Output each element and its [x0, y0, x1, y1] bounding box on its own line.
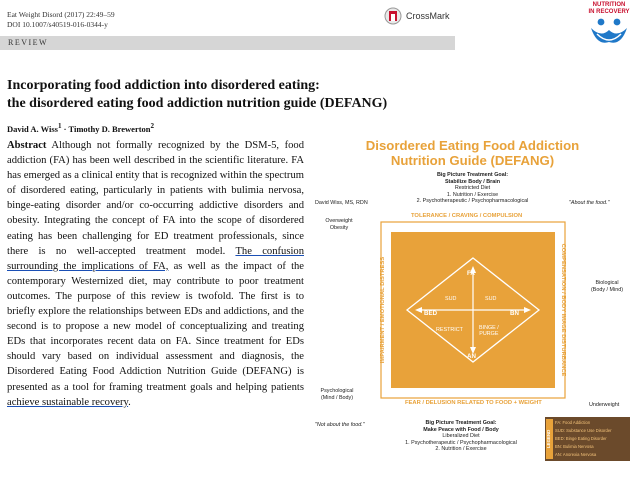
title-line1: Incorporating food addiction into disordered eating:: [7, 78, 320, 93]
title-line2: the disordered eating food addiction nutrition guide (DEFANG): [7, 96, 388, 111]
an-node: AN: [467, 353, 476, 360]
legend-item: FA: Food Addiction: [555, 420, 591, 425]
biological-label: [579, 280, 635, 293]
bottom-goal-step2: 2. Nutrition / Exercise: [435, 446, 487, 453]
bottom-goal-heading: Big Picture Treatment Goal:: [425, 420, 497, 426]
author-separator: ·: [61, 123, 69, 134]
body-mind-text: (Body / Mind): [590, 286, 624, 293]
article-title: [7, 77, 457, 113]
abstract-body: Although not formally recognized by the DSM-5, food addiction (FA) has been well described in the scientific literature. FA has emerged as a clinical entity that is recognized within the spectrum of disordered eating, particularly in patients with bulimia nervosa, binge-eating disorder and/or co-occurring addictive disorders and obesity. Integrating the concept of FA into the scope of disordered eating has been challenging for ED treatment professionals, since there is no well-accepted treatment model.: [7, 140, 304, 257]
section-banner: [0, 36, 455, 50]
top-goal-subheading: Stabilize Body / Brain: [444, 178, 501, 185]
bottom-goal-step1: 1. Psychotherapeutic / Psychopharmacological: [405, 439, 517, 446]
section-label: REVIEW: [8, 38, 49, 47]
fa-node: FA: [467, 270, 475, 277]
legend-tag: LEGEND: [546, 419, 553, 459]
not-about-food-quote: "Not about the food.": [315, 422, 365, 428]
top-goal-step1: 1. Nutrition / Exercise: [446, 191, 499, 198]
defang-guide-figure: [307, 130, 638, 478]
psychological-text: Psychological: [320, 388, 354, 394]
sud-left-node: SUD: [445, 296, 457, 302]
bottom-treatment-goal: [377, 420, 545, 453]
abstract-text: [7, 138, 304, 410]
binge-purge-node: [479, 325, 499, 337]
logo-line2: IN RECOVERY: [588, 9, 630, 15]
binge-text: BINGE /: [479, 325, 499, 331]
top-treatment-goal: [367, 172, 578, 205]
guide-title-line1: Disordered Eating Food Addiction: [365, 138, 580, 153]
bottom-axis-label: FEAR / DELUSION RELATED TO FOOD + WEIGHT: [405, 400, 542, 406]
right-axis-label: COMPENSATION / BODY IMAGE DISTURBANCE: [560, 243, 566, 377]
people-figures-icon: [587, 16, 631, 48]
crossmark-label: CrossMark: [406, 11, 450, 21]
abstract-body: as well as the impact of the contemporary Westernized diet, may contribute to poor treatment outcomes. The purpose of this review is twofold. The first is to briefly explore the relationships between EDs and addictions, and the second is to propose a new model of conceptualizing and treating EDs that incorporates recent data on FA. Since treatment for EDs should vary based on individual assessment and diagnosis, the Disordered Eating Food Addiction Nutrition Guide (DEFANG) is presented as a tool for framing treatment goals and helping patients: [7, 260, 305, 393]
legend-item: AN: Anorexia Nervosa: [555, 452, 597, 457]
overweight-text: Overweight: [325, 218, 353, 224]
top-goal-heading: Big Picture Treatment Goal:: [437, 172, 508, 178]
bn-node: BN: [510, 310, 519, 317]
legend-item: BN: Bulimia Nervosa: [555, 444, 594, 449]
biological-text: Biological: [595, 280, 619, 286]
purge-text: PURGE: [479, 331, 499, 337]
bed-node: BED: [424, 310, 438, 317]
crossmark-badge[interactable]: [384, 6, 450, 26]
author-name[interactable]: Timothy D. Brewerton: [68, 123, 151, 134]
journal-doi: DOI 10.1007/s40519-016-0344-y: [7, 20, 108, 29]
guide-title-line2: Nutrition Guide (DEFANG): [390, 153, 555, 168]
author-name[interactable]: David A. Wiss: [7, 123, 58, 134]
legend-item: SUD: Substance Use Disorder: [555, 428, 612, 433]
sud-right-node: SUD: [485, 296, 497, 302]
overweight-label: [311, 218, 367, 231]
guide-title: [307, 138, 638, 168]
crossmark-icon: [384, 6, 402, 26]
legend-item: BED: Binge Eating Disorder: [555, 436, 607, 441]
abstract-label: Abstract: [7, 140, 47, 151]
logo-line1: NUTRITION: [592, 2, 626, 8]
underweight-label: Underweight: [589, 402, 620, 408]
top-goal-step2: 2. Psychotherapeutic / Psychopharmacological: [416, 198, 529, 205]
top-goal-diet: Restricted Diet: [454, 185, 491, 192]
author-affiliation: 2: [150, 122, 155, 130]
top-axis-label: TOLERANCE / CRAVING / COMPULSION: [411, 213, 523, 219]
journal-citation: Eat Weight Disord (2017) 22:49–59: [7, 10, 115, 19]
defang-diagram: [369, 210, 577, 410]
journal-header: [7, 10, 115, 30]
abstract-highlight: achieve sustainable recovery: [7, 396, 129, 408]
obesity-text: Obesity: [329, 224, 349, 231]
abstract-highlight: The confusion surrounding the implications of FA,: [7, 245, 304, 272]
bottom-goal-diet: Liberalized Diet: [442, 433, 480, 440]
bottom-goal-subheading: Make Peace with Food / Body: [423, 426, 499, 433]
left-axis-label: IMPAIRMENT / EMOTIONAL DISTRESS: [380, 256, 386, 364]
psychological-label: [309, 388, 365, 401]
legend-box: [545, 417, 630, 461]
author-credit: David Wiss, MS, RDN: [315, 200, 368, 206]
author-affiliation: 1: [57, 122, 62, 130]
nutrition-in-recovery-logo: [583, 2, 635, 53]
restrict-node: RESTRICT: [436, 327, 463, 333]
author-list: [7, 122, 154, 134]
abstract-end: .: [128, 396, 131, 408]
about-food-quote: "About the food.": [569, 200, 610, 206]
mind-body-text: (Mind / Body): [320, 394, 354, 401]
